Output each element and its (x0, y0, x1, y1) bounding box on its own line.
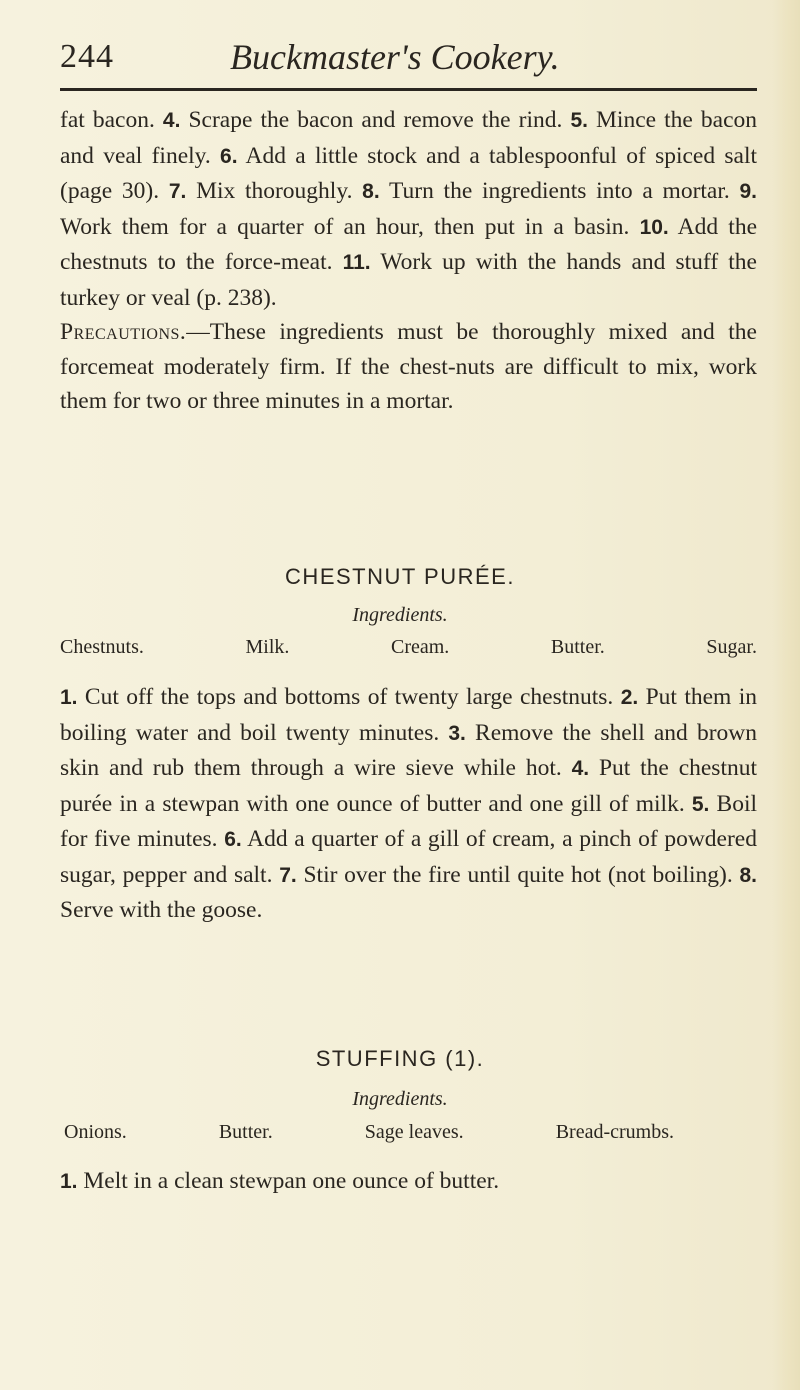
step-number: 6. (220, 144, 238, 168)
step-number: 4. (162, 109, 181, 132)
step-text: Add the chestnuts to the force-meat. (60, 213, 757, 275)
step-text: Remove the shell and brown skin and rub them through a wire sieve while hot. (60, 719, 757, 781)
step-number: 5. (691, 792, 710, 816)
step-number: 1. (60, 686, 78, 709)
step-text: Mix thoroughly. (186, 178, 363, 204)
ingredient-item: Butter. (550, 636, 605, 658)
recipe-title-stuffing: STUFFING (1). (315, 1046, 485, 1071)
ingredient-item: Onions. (64, 1121, 127, 1143)
step-number: 8. (739, 863, 757, 887)
step-text: Mince the bacon and veal finely. (60, 107, 757, 169)
step-text: Put them in boiling water and boil twenty minutes. (60, 684, 757, 746)
page-number: 244 (60, 38, 114, 75)
step-number: 4. (571, 757, 590, 780)
step-text: Work them for a quarter of an hour, then put in a basin. (60, 213, 640, 240)
step-number: 7. (168, 180, 187, 203)
step-number: 7. (279, 863, 297, 887)
ingredient-item: Butter. (218, 1121, 273, 1143)
step-text: Stir over the fire until quite hot (not boiling). (296, 861, 740, 888)
step-text: Turn the ingredients into a mortar. (379, 178, 740, 204)
recipe-steps-stuffing (60, 1164, 757, 1200)
step-number: 8. (362, 180, 380, 203)
precautions-text: —These ingredients must be thoroughly mixed and the forcemeat moderately firm. If the chest-nuts are difficult to mix, work them for two or three minutes in a mortar. (60, 319, 757, 414)
header-rule (60, 88, 757, 91)
precautions-label: Precautions. (60, 319, 187, 345)
recipe-steps (60, 680, 757, 928)
step-text: Melt in a clean stewpan one ounce of butter. (77, 1168, 500, 1194)
step-text: Serve with the goose. (60, 897, 263, 923)
continuation-text (60, 103, 757, 419)
ingredient-item: Bread-crumbs. (555, 1121, 674, 1143)
step-text: Work up with the hands and stuff the turkey or veal (p. 238). (60, 249, 757, 311)
page-header (60, 28, 760, 88)
ingredient-item: Chestnuts. (60, 636, 144, 658)
step-number: 6. (224, 828, 242, 851)
running-title: Buckmaster's Cookery. (230, 37, 560, 77)
recipe-steps-chestnut-puree (60, 680, 757, 928)
recipe-steps (60, 1164, 757, 1200)
step-text: Boil for five minutes. (60, 790, 758, 852)
ingredients-list (60, 636, 757, 659)
ingredients-list (64, 1121, 674, 1144)
step-text: Add a little stock and a tablespoonful of spiced salt (page 30). (60, 142, 758, 204)
step-text: fat bacon. (60, 107, 163, 133)
step-number: 3. (448, 721, 466, 745)
ingredient-item: Cream. (391, 636, 450, 658)
page-edge-shadow (772, 0, 800, 1390)
step-text: Add a quarter of a gill of cream, a pinch of powdered sugar, pepper and salt. (60, 826, 757, 888)
step-text: Put the chestnut purée in a stewpan with one ounce of butter and one gill of milk. (60, 755, 758, 817)
continuation-steps (60, 103, 757, 315)
step-text: Cut off the tops and bottoms of twenty large chestnuts. (77, 684, 621, 710)
step-number: 10. (639, 215, 669, 239)
step-number: 11. (342, 251, 371, 274)
step-text: Scrape the bacon and remove the rind. (180, 107, 571, 133)
step-number: 5. (570, 109, 588, 132)
step-number: 9. (739, 180, 757, 203)
ingredient-item: Sage leaves. (364, 1121, 464, 1143)
step-number: 2. (620, 686, 639, 709)
ingredients-label: Ingredients. (352, 604, 448, 626)
recipe-title-chestnut-puree: CHESTNUT PURÉE. (285, 564, 515, 589)
step-number: 1. (60, 1170, 78, 1193)
ingredients-label: Ingredients. (352, 1088, 448, 1110)
precautions-paragraph (60, 315, 757, 419)
ingredient-item: Milk. (245, 636, 290, 658)
ingredient-item: Sugar. (706, 636, 757, 658)
